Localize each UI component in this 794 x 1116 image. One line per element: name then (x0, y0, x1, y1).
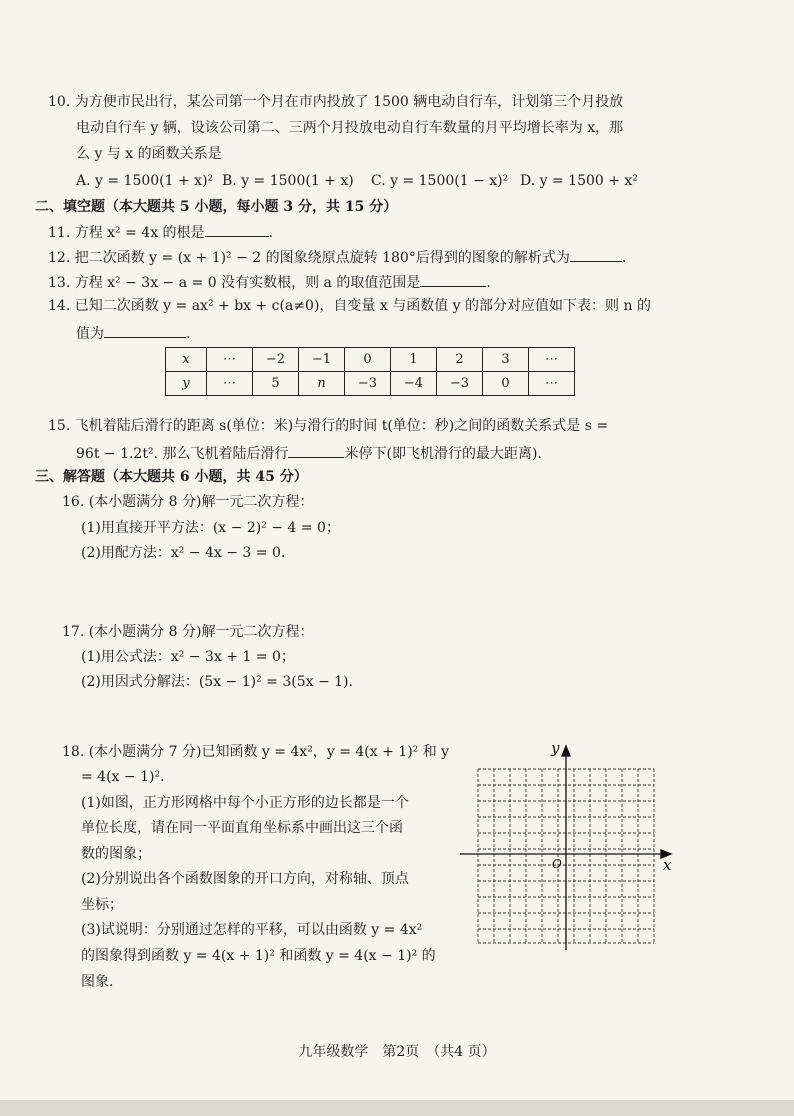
table-cell: n (299, 372, 345, 396)
q18-line4: 单位长度，请在同一平面直角坐标系中画出这三个函 (81, 820, 403, 836)
q12 (48, 247, 626, 267)
section2-heading: 二、填空题（本大题共 5 小题，每小题 3 分，共 15 分） (35, 199, 398, 215)
origin-label: O (552, 857, 562, 871)
table-cell: ⋯ (529, 348, 575, 372)
q17-part1: (1)用公式法：x² − 3x + 1 = 0； (81, 649, 295, 665)
q10-line3: 么 y 与 x 的函数关系是 (76, 146, 222, 162)
table-cell: 2 (437, 348, 483, 372)
q11-end: . (268, 225, 274, 241)
y-axis-label: y (551, 739, 560, 757)
q12-answer-blank[interactable] (570, 247, 622, 262)
q16-part1: (1)用直接开平方法：(x − 2)² − 4 = 0； (81, 520, 340, 536)
q17-part2: (2)用因式分解法：(5x − 1)² = 3(5x − 1). (81, 674, 353, 690)
table-cell: 3 (483, 348, 529, 372)
q15-line2 (76, 443, 542, 463)
q18-line1: 18. (本小题满分 7 分)已知函数 y = 4x²，y = 4(x + 1)² 和 y (62, 744, 450, 760)
q15-line2-b: 米停下(即飞机滑行的最大距离). (344, 446, 542, 462)
table-row-x (166, 348, 575, 372)
table-cell: −3 (345, 372, 391, 396)
q10-option-a: A. y = 1500(1 + x)² (76, 173, 214, 189)
q14-value-table (165, 347, 575, 396)
table-row-y (166, 372, 575, 396)
table-cell: ⋯ (207, 348, 253, 372)
q16-part2: (2)用配方法：x² − 4x − 3 = 0. (81, 545, 286, 561)
q13-text: 13. 方程 x² − 3x − a = 0 没有实数根，则 a 的取值范围是 (48, 275, 421, 291)
table-cell: −2 (253, 348, 299, 372)
y-axis-arrow-icon (562, 746, 570, 756)
q18-line3: (1)如图，正方形网格中每个小正方形的边长都是一个 (81, 795, 409, 811)
table-cell: x (166, 348, 207, 372)
q15-answer-blank[interactable] (288, 443, 344, 458)
q12-end: . (621, 250, 627, 266)
q16-title: 16. (本小题满分 8 分)解一元二次方程： (62, 494, 314, 510)
q18-line6: (2)分别说出各个函数图象的开口方向，对称轴、顶点 (81, 871, 409, 887)
q14-line2 (76, 323, 190, 343)
table-cell: −1 (299, 348, 345, 372)
q10-line2: 电动自行车 y 辆，设该公司第二、三两个月投放电动自行车数量的月平均增长率为 x，那 (76, 120, 624, 136)
q13-end: . (486, 275, 491, 291)
q10-option-d: D. y = 1500 + x² (520, 173, 638, 189)
q18-coordinate-grid[interactable] (455, 738, 685, 953)
table-cell: ⋯ (207, 372, 253, 396)
q13 (48, 272, 491, 292)
page-footer: 九年级数学 第2页 （共4 页） (298, 1044, 496, 1060)
q15-line2-a: 96t − 1.2t². 那么飞机着陆后滑行 (76, 446, 289, 462)
scan-bottom-edge (0, 1100, 794, 1116)
section3-heading: 三、解答题（本大题共 6 小题，共 45 分） (35, 469, 308, 485)
q10-option-c: C. y = 1500(1 − x)² (371, 173, 509, 189)
q18-line7: 坐标； (81, 897, 123, 913)
q14-line2-text: 值为 (76, 326, 104, 342)
q11-answer-blank[interactable] (205, 222, 269, 237)
q18-line10: 图象. (81, 974, 114, 990)
x-axis-label: x (663, 856, 672, 874)
table-cell: 0 (483, 372, 529, 396)
q14-answer-blank[interactable] (104, 323, 186, 338)
table-cell: 5 (253, 372, 299, 396)
q15-line1: 15. 飞机着陆后滑行的距离 s(单位：米)与滑行的时间 t(单位：秒)之间的函数关系式是 s = (48, 418, 609, 434)
table-cell: 0 (345, 348, 391, 372)
table-cell: ⋯ (529, 372, 575, 396)
q10-option-b: B. y = 1500(1 + x) (222, 173, 354, 189)
table-cell: −3 (437, 372, 483, 396)
q18-line2: = 4(x − 1)². (81, 769, 165, 785)
q13-answer-blank[interactable] (420, 272, 486, 287)
q17-title: 17. (本小题满分 8 分)解一元二次方程： (62, 624, 314, 640)
table-cell: y (166, 372, 207, 396)
q12-text: 12. 把二次函数 y = (x + 1)² − 2 的图象绕原点旋转 180°后得到的图象的解析式为 (48, 250, 570, 266)
q11 (48, 222, 273, 242)
q11-text: 11. 方程 x² = 4x 的根是 (48, 225, 205, 241)
q18-line5: 数的图象； (81, 846, 151, 862)
q10-line1: 10. 为方便市民出行，某公司第一个月在市内投放了 1500 辆电动自行车，计划第三个月投放 (48, 94, 624, 110)
table-cell: 1 (391, 348, 437, 372)
table-cell: −4 (391, 372, 437, 396)
q14-line1: 14. 已知二次函数 y = ax² + bx + c(a≠0)，自变量 x 与函数值 y 的部分对应值如下表：则 n 的 (48, 298, 651, 314)
q18-line8: (3)试说明：分别通过怎样的平移，可以由函数 y = 4x² (81, 922, 423, 938)
q14-end: . (186, 326, 191, 342)
q18-line9: 的图象得到函数 y = 4(x + 1)² 和函数 y = 4(x − 1)² 的 (81, 948, 436, 964)
